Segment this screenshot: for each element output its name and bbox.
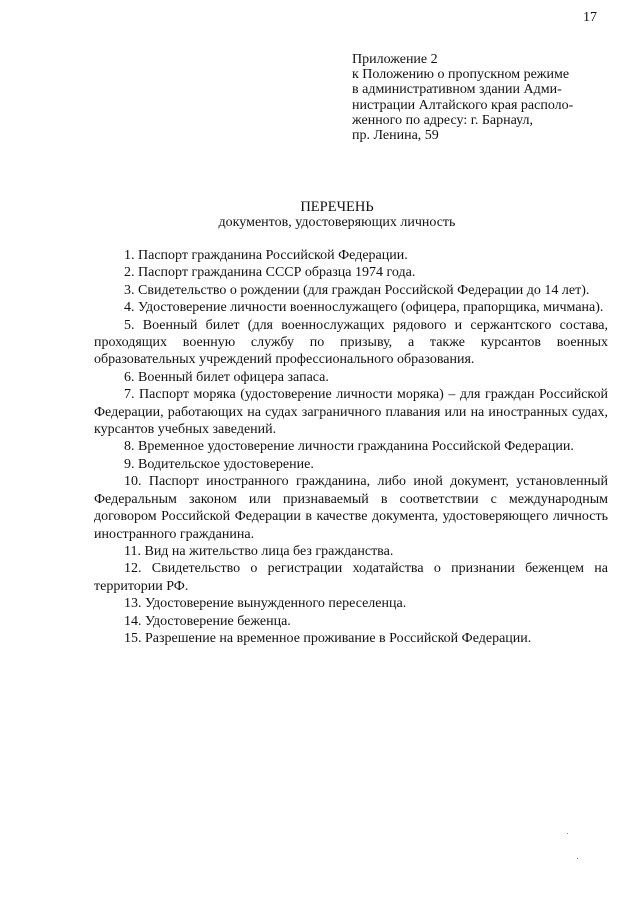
- list-item: 9. Водительское удостоверение.: [124, 456, 314, 472]
- page-number: 17: [583, 10, 597, 25]
- document-subtitle: документов, удостоверяющих личность: [218, 215, 456, 230]
- scan-speck: [567, 833, 568, 834]
- list-item: 11. Вид на жительство лица без гражданства.: [124, 543, 394, 559]
- scan-speck: [577, 858, 578, 859]
- list-item: 5. Военный билет (для военнослужащих рядового и сержантского состава, проходящих военную службу по призыву, а также курсантов военных образовательных учреждений профессионального образования.: [94, 317, 608, 368]
- appendix-line: пр. Ленина, 59: [352, 128, 439, 144]
- list-item: 8. Временное удостоверение личности гражданина Российской Федерации.: [124, 439, 574, 455]
- list-item: 13. Удостоверение вынужденного переселенца.: [124, 596, 407, 612]
- list-item: 12. Свидетельство о регистрации ходатайства о признании беженцем на территории РФ.: [94, 561, 608, 594]
- document-list: [94, 247, 608, 647]
- list-item: 6. Военный билет офицера запаса.: [124, 369, 329, 385]
- list-item: 14. Удостоверение беженца.: [124, 613, 291, 629]
- appendix-line: к Положению о пропускном режиме: [352, 67, 570, 83]
- appendix-header: [352, 52, 622, 143]
- list-item: 3. Свидетельство о рождении (для граждан Российской Федерации до 14 лет).: [124, 282, 590, 298]
- list-item: 15. Разрешение на временное проживание в Российской Федерации.: [124, 630, 532, 646]
- document-heading: [0, 199, 640, 231]
- list-item: 4. Удостоверение личности военнослужащего (офицера, прапорщика, мичмана).: [124, 300, 604, 316]
- appendix-line: в административном здании Адми-: [352, 82, 562, 98]
- appendix-line: нистрации Алтайского края располо-: [352, 97, 574, 113]
- appendix-line: женного по адресу: г. Барнаул,: [352, 112, 533, 128]
- document-title: ПЕРЕЧЕНЬ: [300, 199, 374, 215]
- appendix-line: Приложение 2: [352, 52, 438, 67]
- list-item: 10. Паспорт иностранного гражданина, либо иной документ, установленный Федеральным законом или признаваемый в соответствии с международным договором Российской Федерации в качестве документа, удостоверяющего личность иностранного гражданина.: [94, 474, 608, 542]
- list-item: 2. Паспорт гражданина СССР образца 1974 года.: [124, 265, 416, 281]
- list-item: 7. Паспорт моряка (удостоверение личности моряка) – для граждан Российской Федерации, работающих на судах заграничного плавания или на иностранных судах, курсантов учебных заведений.: [94, 387, 608, 438]
- list-item: 1. Паспорт гражданина Российской Федерации.: [124, 248, 408, 263]
